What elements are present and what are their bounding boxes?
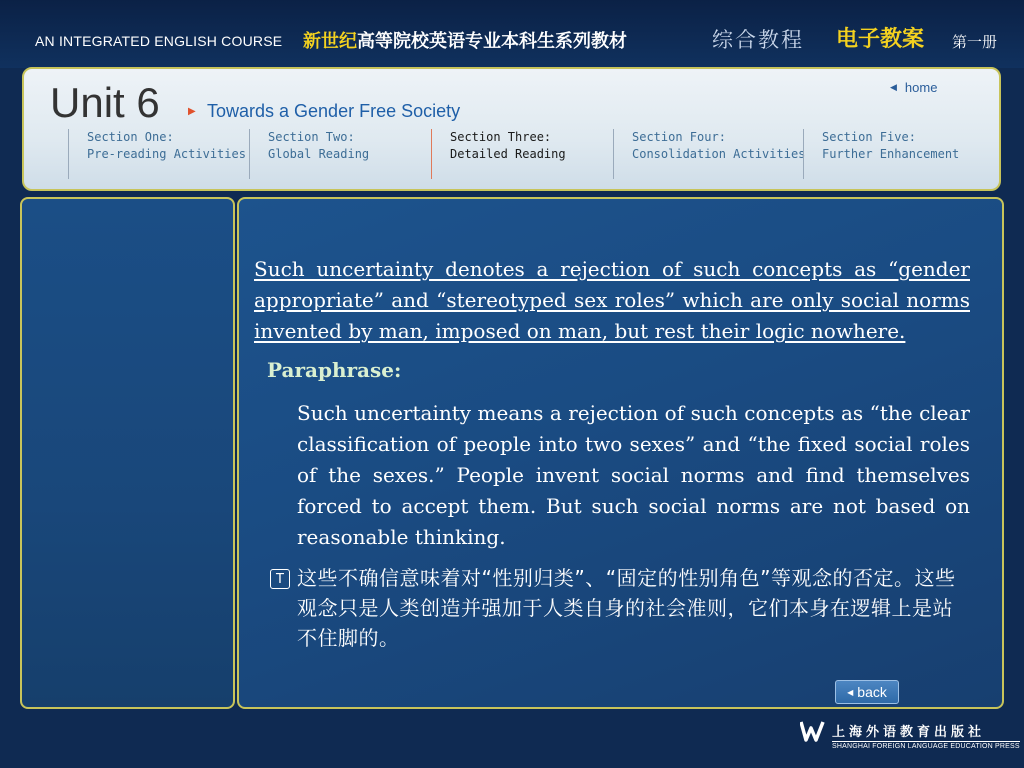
unit-subtitle: Towards a Gender Free Society	[207, 101, 461, 121]
unit-title: Unit 6	[50, 79, 160, 126]
back-button[interactable]	[835, 680, 899, 704]
back-label: back	[857, 684, 887, 700]
section-nav	[24, 129, 999, 181]
arrow-left-icon: ◀	[847, 687, 854, 697]
publisher-text	[832, 721, 1020, 750]
section-tab-five[interactable]	[803, 129, 993, 179]
paraphrase-text: Such uncertainty means a rejection of such concepts as “the clear classification of people into two sexes” and “the fixed social roles of the sexes.” People invent social norms and find themselves forced to accept them. But such social norms are not based on reasonable thinking.	[297, 401, 970, 549]
series-accent: 新世纪	[303, 31, 357, 52]
home-label: home	[904, 80, 938, 95]
section-tab-four[interactable]	[613, 129, 806, 179]
arrow-right-icon: ▶	[188, 106, 196, 117]
section-two-title: Section Two:	[268, 130, 355, 144]
section-tab-two[interactable]	[249, 129, 429, 179]
section-five-subtitle: Further Enhancement	[822, 147, 960, 161]
publisher-name-cn: 上海外语教育出版社	[832, 724, 986, 740]
section-four-subtitle: Consolidation Activities	[632, 147, 806, 161]
volume-label: 第一册	[952, 33, 998, 51]
section-one-subtitle: Pre-reading Activities	[87, 147, 246, 161]
translation-text: 这些不确信意味着对“性别归类”、“固定的性别角色”等观念的否定。这些观念只是人类创造并强加于人类自身的社会准则，它们本身在逻辑上是站不住脚的。	[297, 566, 956, 650]
section-one-title: Section One:	[87, 130, 174, 144]
course-type: 综合教程	[712, 28, 804, 52]
top-banner	[0, 0, 1024, 68]
section-three-title: Section Three:	[450, 130, 552, 144]
section-tab-three[interactable]	[431, 129, 613, 179]
publisher-name-en: SHANGHAI FOREIGN LANGUAGE EDUCATION PRESS	[832, 742, 1020, 750]
paraphrase-label: Paraphrase:	[267, 358, 402, 382]
series-title	[303, 27, 627, 53]
section-five-title: Section Five:	[822, 130, 916, 144]
publisher-emblem-icon	[800, 720, 826, 750]
translation-icon: T	[270, 569, 290, 589]
section-four-title: Section Four:	[632, 130, 726, 144]
section-two-subtitle: Global Reading	[268, 147, 370, 161]
section-three-subtitle: Detailed Reading	[450, 147, 566, 161]
arrow-left-icon: ◀	[890, 82, 897, 92]
header-panel	[22, 67, 1001, 191]
section-tab-one[interactable]	[68, 129, 248, 179]
series-rest: 高等院校英语专业本科生系列教材	[357, 31, 627, 52]
text-quote: Such uncertainty denotes a rejection of such concepts as “gender appropriate” and “stereotyped sex roles” which are only social norms invented by man, imposed on man, but rest their logic nowhere.	[254, 257, 970, 343]
content-panel	[237, 197, 1004, 709]
publisher-logo	[800, 720, 1020, 750]
ppt-label: 电子教案	[836, 27, 925, 52]
course-name: AN INTEGRATED ENGLISH COURSE	[35, 33, 283, 49]
home-link[interactable]	[890, 80, 937, 95]
left-side-panel	[20, 197, 235, 709]
